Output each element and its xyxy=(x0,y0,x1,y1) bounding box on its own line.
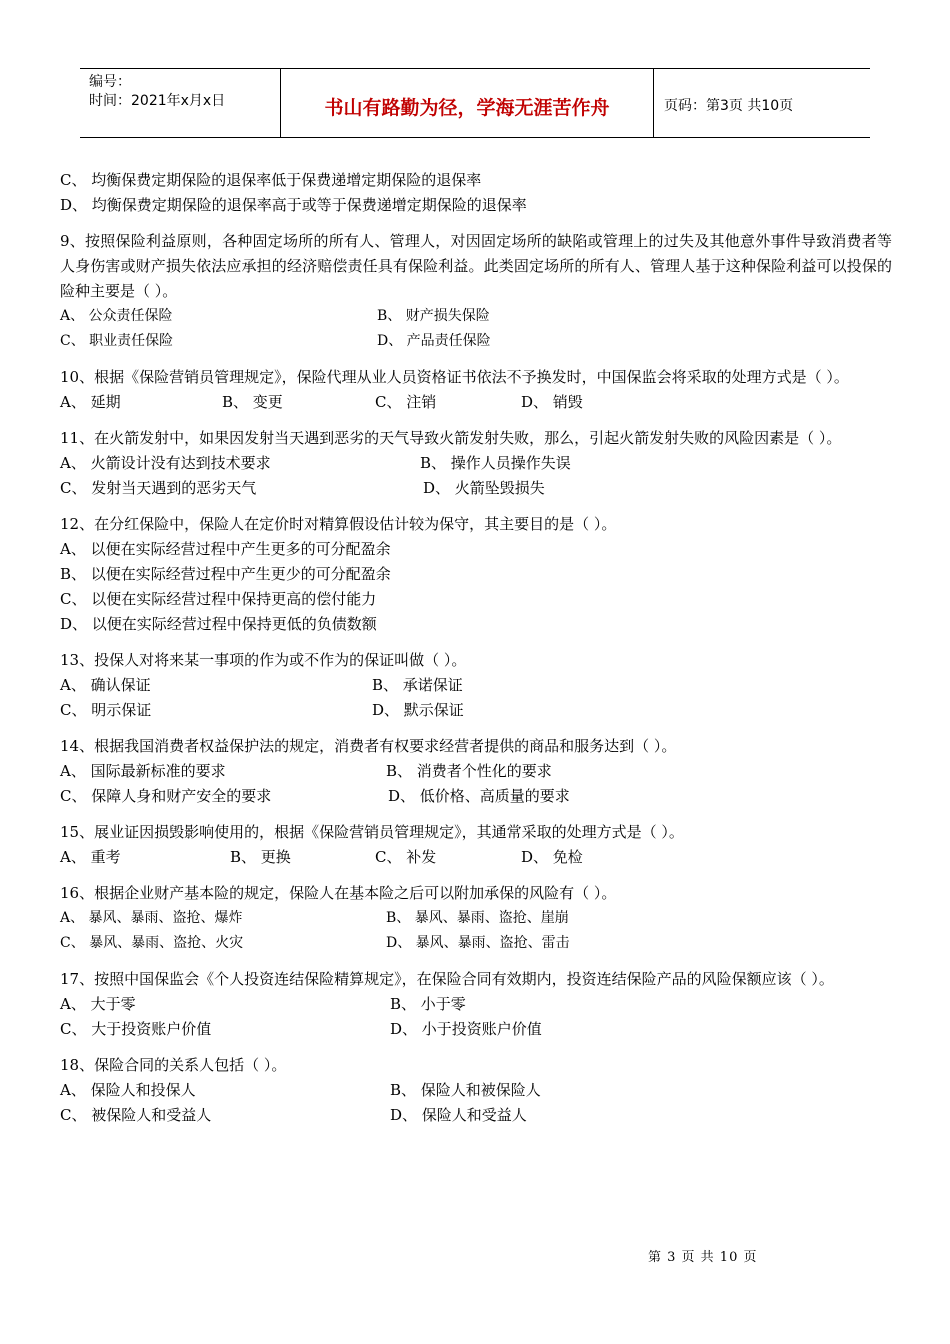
question-text: 17、按照中国保监会《个人投资连结保险精算规定》，在保险合同有效期内，投资连结保险产品的风险保额应该（ ）。 xyxy=(60,970,834,988)
option-b: B、 承诺保证 xyxy=(372,676,463,694)
option-a: A、 延期 xyxy=(60,393,121,411)
question-17 xyxy=(60,967,892,1042)
option-a: A、 以便在实际经营过程中产生更多的可分配盈余 xyxy=(60,540,391,558)
option-c: C、 大于投资账户价值 xyxy=(60,1020,212,1038)
question-10 xyxy=(60,365,892,415)
option-c: C、 被保险人和受益人 xyxy=(60,1106,212,1124)
option-b: B、 变更 xyxy=(222,393,283,411)
option-d: D、 默示保证 xyxy=(372,701,464,719)
option-c: C、 职业责任保险 xyxy=(60,333,174,349)
question-14 xyxy=(60,734,892,809)
header-meta xyxy=(80,69,281,137)
option-c: C、 发射当天遇到的恶劣天气 xyxy=(60,479,257,497)
option-a: A、 火箭设计没有达到技术要求 xyxy=(60,454,271,472)
option-a: A、 公众责任保险 xyxy=(60,308,173,324)
option-a: A、 暴风、暴雨、盗抢、爆炸 xyxy=(60,910,243,926)
header-page-info: 页码：第3页 共10页 xyxy=(664,98,794,114)
option-b: B、 更换 xyxy=(230,848,291,866)
question-text: 13、投保人对将来某一事项的作为或不作为的保证叫做（ ）。 xyxy=(60,651,467,669)
continuation-option-c: C、 均衡保费定期保险的退保率低于保费递增定期保险的退保率 xyxy=(60,171,482,189)
option-a: A、 大于零 xyxy=(60,995,136,1013)
question-16 xyxy=(60,881,892,956)
option-b: B、 以便在实际经营过程中产生更少的可分配盈余 xyxy=(60,565,391,583)
option-b: B、 操作人员操作失误 xyxy=(420,454,571,472)
option-d: D、 暴风、暴雨、盗抢、雷击 xyxy=(386,935,570,951)
option-a: A、 确认保证 xyxy=(60,676,151,694)
question-text: 10、根据《保险营销员管理规定》，保险代理从业人员资格证书依法不予换发时，中国保监会将采取的处理方式是（ ）。 xyxy=(60,368,849,386)
option-d: D、 保险人和受益人 xyxy=(390,1106,527,1124)
question-text: 15、展业证因损毁影响使用的，根据《保险营销员管理规定》，其通常采取的处理方式是（ ）。 xyxy=(60,823,684,841)
option-b: B、 消费者个性化的要求 xyxy=(386,762,552,780)
option-d: D、 火箭坠毁损失 xyxy=(423,479,545,497)
question-text: 14、根据我国消费者权益保护法的规定，消费者有权要求经营者提供的商品和服务达到（ ）。 xyxy=(60,737,677,755)
question-15 xyxy=(60,820,892,870)
document-date: 时间：2021年x月x日 xyxy=(89,93,226,109)
document-number-label: 编号： xyxy=(89,74,131,90)
option-b: B、 暴风、暴雨、盗抢、崖崩 xyxy=(386,910,569,926)
question-9 xyxy=(60,229,892,354)
question-text: 11、在火箭发射中，如果因发射当天遇到恶劣的天气导致火箭发射失败，那么，引起火箭发射失败的风险因素是（ ）。 xyxy=(60,429,842,447)
continuation-option-d: D、 均衡保费定期保险的退保率高于或等于保费递增定期保险的退保率 xyxy=(60,196,527,214)
option-a: A、 国际最新标准的要求 xyxy=(60,762,226,780)
option-a: A、 重考 xyxy=(60,848,121,866)
option-d: D、 低价格、高质量的要求 xyxy=(388,787,570,805)
option-c: C、 暴风、暴雨、盗抢、火灾 xyxy=(60,935,244,951)
page-footer: 第 3 页 共 10 页 xyxy=(648,1250,758,1265)
question-text: 18、保险合同的关系人包括（ ）。 xyxy=(60,1056,287,1074)
question-11 xyxy=(60,426,892,501)
option-b: B、 财产损失保险 xyxy=(377,308,490,324)
page-header xyxy=(80,68,870,138)
option-d: D、 小于投资账户价值 xyxy=(390,1020,542,1038)
question-text: 16、根据企业财产基本险的规定，保险人在基本险之后可以附加承保的风险有（ ）。 xyxy=(60,884,617,902)
option-d: D、 以便在实际经营过程中保持更低的负债数额 xyxy=(60,615,377,633)
option-c: C、 补发 xyxy=(375,848,437,866)
question-18 xyxy=(60,1053,892,1128)
option-a: A、 保险人和投保人 xyxy=(60,1081,196,1099)
header-motto: 书山有路勤为径，学海无涯苦作舟 xyxy=(281,69,654,137)
option-d: D、 销毁 xyxy=(521,393,583,411)
question-12 xyxy=(60,512,892,637)
option-c: C、 明示保证 xyxy=(60,701,152,719)
option-d: D、 产品责任保险 xyxy=(377,333,491,349)
option-d: D、 免检 xyxy=(521,848,583,866)
option-c: C、 注销 xyxy=(375,393,437,411)
question-list xyxy=(60,168,892,1128)
question-text: 12、在分红保险中，保险人在定价时对精算假设估计较为保守，其主要目的是（ ）。 xyxy=(60,515,617,533)
option-c: C、 以便在实际经营过程中保持更高的偿付能力 xyxy=(60,590,377,608)
question-text: 9、按照保险利益原则，各种固定场所的所有人、管理人，对因固定场所的缺陷或管理上的过失及其他意外事件导致消费者等人身伤害或财产损失依法应承担的经济赔偿责任具有保险利益。此类固定场所的所有人、管理人基于这种保险利益可以投保的险种主要是（ ）。 xyxy=(60,232,892,300)
option-c: C、 保障人身和财产安全的要求 xyxy=(60,787,272,805)
option-b: B、 小于零 xyxy=(390,995,466,1013)
option-b: B、 保险人和被保险人 xyxy=(390,1081,541,1099)
question-13 xyxy=(60,648,892,723)
